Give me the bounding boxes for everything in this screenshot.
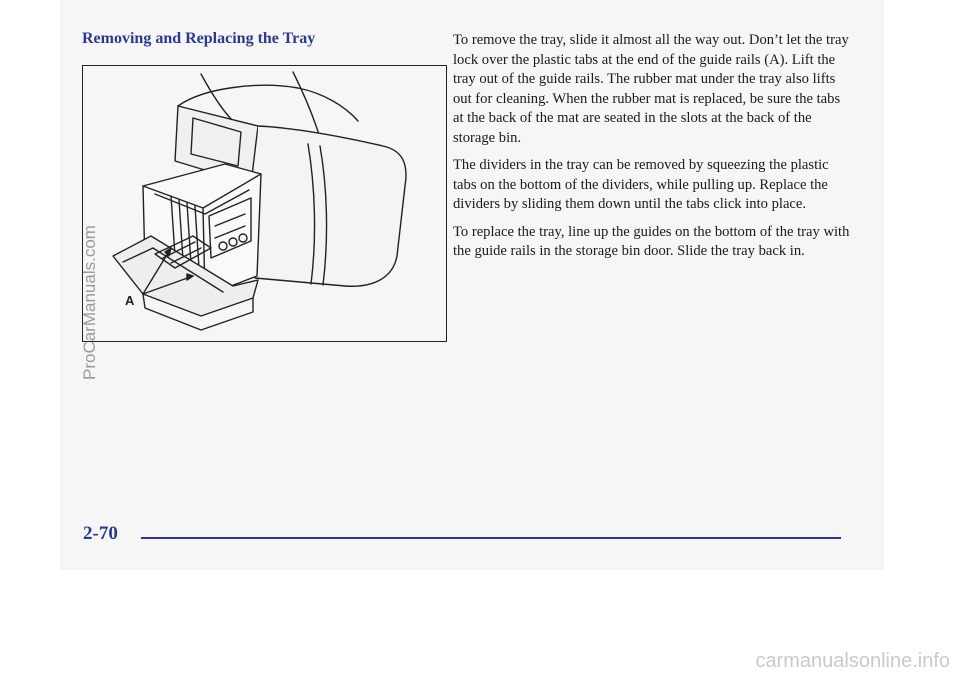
site-watermark: carmanualsonline.info bbox=[755, 650, 950, 672]
console-tray-drawing bbox=[83, 66, 445, 340]
paragraph-replace-tray: To replace the tray, line up the guides on the bottom of the tray with the guide rails in the storage bin door. Slide the tray back in. bbox=[453, 223, 850, 259]
callout-label-a: A bbox=[125, 293, 135, 308]
instructions-text bbox=[453, 31, 853, 270]
page-number: 2-70 bbox=[83, 523, 118, 544]
paragraph-remove-tray: To remove the tray, slide it almost all the way out. Don’t let the tray lock over the plastic tabs at the end of the guide rails (A). Lift the tray out of the guide rails. The rubber mat under the tray also lifts out for cleaning. When the rubber mat is replaced, be sure the tabs at the back of the mat are seated in the slots at the back of the storage bin. bbox=[453, 32, 849, 146]
side-watermark: ProCarManuals.com bbox=[80, 225, 99, 380]
section-heading: Removing and Replacing the Tray bbox=[82, 30, 316, 47]
paragraph-dividers: The dividers in the tray can be removed by squeezing the plastic tabs on the bottom of the dividers, while pulling up. Replace the dividers by sliding them down until the tabs click into place. bbox=[453, 157, 829, 212]
tray-illustration bbox=[82, 65, 447, 342]
footer-divider bbox=[141, 537, 841, 539]
